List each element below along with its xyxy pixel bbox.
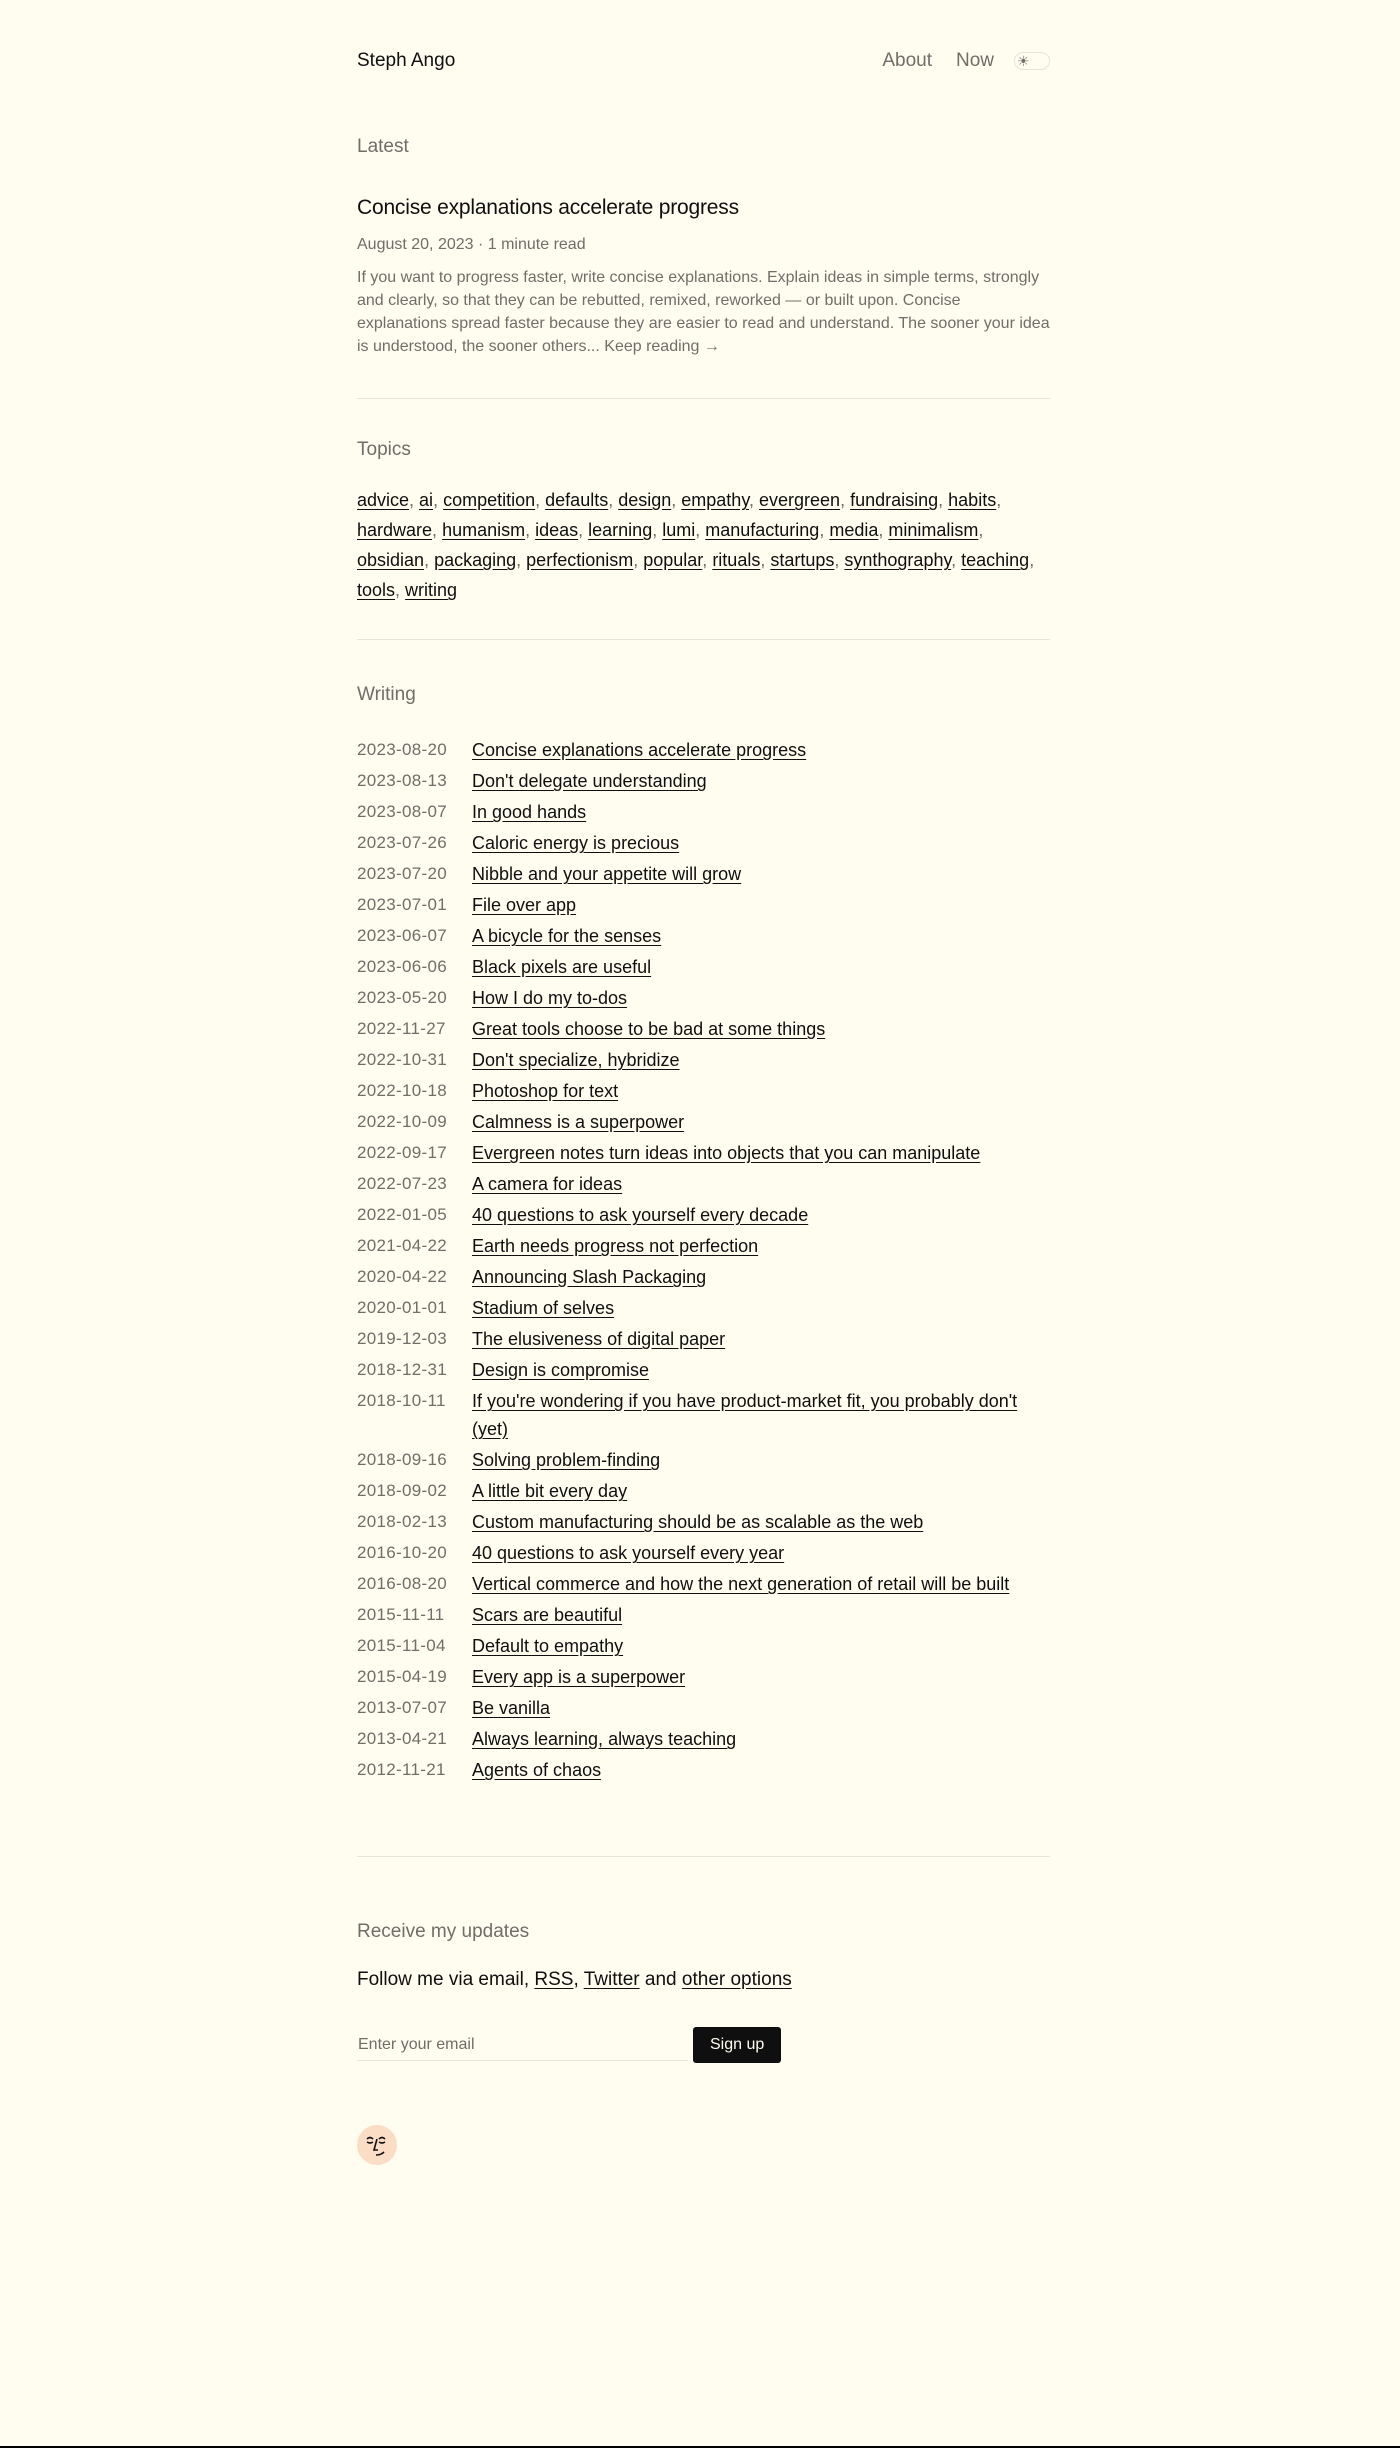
follow-and: and	[639, 1969, 682, 1990]
post-title-wrap	[472, 1387, 1050, 1443]
post-title-wrap	[472, 1694, 550, 1722]
post-date: 2019-12-03	[357, 1329, 447, 1348]
post-date: 2018-02-13	[357, 1512, 447, 1531]
topic-separator: ,	[652, 520, 663, 540]
page-container	[350, 0, 1050, 2165]
topic-link[interactable]: rituals	[712, 550, 761, 570]
list-item	[357, 767, 1050, 795]
post-link[interactable]: A camera for ideas	[472, 1174, 623, 1194]
topic-separator: ,	[671, 490, 682, 510]
post-date: 2023-06-06	[357, 957, 447, 976]
topic-link[interactable]: synthography	[844, 550, 952, 570]
latest-label: Latest	[357, 136, 409, 157]
post-link[interactable]: Nibble and your appetite will grow	[472, 864, 742, 884]
signup-button[interactable]: Sign up	[693, 2027, 781, 2063]
post-title-wrap	[472, 891, 576, 919]
list-item	[357, 1170, 1050, 1198]
list-item	[357, 1232, 1050, 1260]
post-link[interactable]: Great tools choose to be bad at some things	[472, 1019, 826, 1039]
post-title-wrap	[472, 798, 586, 826]
post-link[interactable]: Caloric energy is precious	[472, 833, 680, 853]
latest-post-title[interactable]: Concise explanations accelerate progress	[357, 196, 739, 219]
list-item	[357, 953, 1050, 981]
list-item	[357, 1508, 1050, 1536]
post-link[interactable]: Design is compromise	[472, 1360, 650, 1380]
post-date: 2023-05-20	[357, 988, 447, 1007]
topic-link[interactable]: humanism	[442, 520, 526, 540]
post-date: 2021-04-22	[357, 1236, 447, 1255]
email-input[interactable]	[357, 2030, 688, 2061]
nav-about-link[interactable]: About	[882, 50, 932, 71]
post-title-wrap	[472, 922, 661, 950]
post-date: 2022-09-17	[357, 1143, 447, 1162]
theme-toggle[interactable]	[1014, 52, 1050, 70]
list-item	[357, 1294, 1050, 1322]
list-item	[357, 1601, 1050, 1629]
post-title-wrap	[472, 1170, 622, 1198]
topic-link[interactable]: hardware	[357, 520, 433, 540]
topics-section	[357, 439, 1050, 605]
signup-form	[357, 2027, 1050, 2063]
topic-separator: ,	[760, 550, 771, 570]
topic-link[interactable]: perfectionism	[526, 550, 634, 570]
topic-link[interactable]: packaging	[434, 550, 517, 570]
post-date: 2023-06-07	[357, 926, 447, 945]
post-link[interactable]: 40 questions to ask yourself every decade	[472, 1205, 809, 1225]
topic-separator: ,	[834, 550, 845, 570]
post-link[interactable]: In good hands	[472, 802, 587, 822]
post-title-wrap	[472, 953, 651, 981]
topic-separator: ,	[1029, 550, 1035, 570]
list-item	[357, 1663, 1050, 1691]
post-link[interactable]: Earth needs progress not perfection	[472, 1236, 759, 1256]
post-date: 2023-08-07	[357, 802, 447, 821]
post-title-wrap	[472, 1446, 660, 1474]
post-title-wrap	[472, 1632, 623, 1660]
list-item	[357, 1570, 1050, 1598]
post-title-wrap	[472, 1508, 923, 1536]
list-item	[357, 1356, 1050, 1384]
topics-list	[357, 485, 1050, 605]
topic-separator: ,	[433, 490, 444, 510]
post-date: 2022-10-18	[357, 1081, 447, 1100]
topic-link[interactable]: lumi	[662, 520, 696, 540]
avatar[interactable]	[357, 2125, 397, 2165]
topic-link[interactable]: ideas	[535, 520, 579, 540]
post-date: 2020-04-22	[357, 1267, 447, 1286]
list-item	[357, 922, 1050, 950]
post-title-wrap	[472, 767, 707, 795]
writing-section	[357, 684, 1050, 1784]
post-link[interactable]: Announcing Slash Packaging	[472, 1267, 707, 1287]
topic-separator: ,	[578, 520, 589, 540]
post-title-wrap	[472, 1725, 736, 1753]
divider	[357, 398, 1050, 399]
list-item	[357, 1108, 1050, 1136]
list-item	[357, 1387, 1050, 1443]
twitter-link[interactable]: Twitter	[583, 1969, 640, 1990]
post-title-wrap	[472, 1756, 601, 1784]
post-link[interactable]: Scars are beautiful	[472, 1605, 623, 1625]
list-item	[357, 1046, 1050, 1074]
updates-label: Receive my updates	[357, 1921, 530, 1942]
list-item	[357, 984, 1050, 1012]
topic-separator: ,	[996, 490, 1002, 510]
list-item	[357, 1725, 1050, 1753]
post-title-wrap	[472, 1139, 980, 1167]
post-link[interactable]: Every app is a superpower	[472, 1667, 686, 1687]
list-item	[357, 1015, 1050, 1043]
post-date: 2018-09-02	[357, 1481, 447, 1500]
list-item	[357, 1756, 1050, 1784]
topic-link[interactable]: fundraising	[850, 490, 939, 510]
list-item	[357, 1446, 1050, 1474]
post-link[interactable]: Photoshop for text	[472, 1081, 619, 1101]
follow-text	[357, 1969, 1050, 1991]
sun-icon: ☀	[1017, 53, 1030, 69]
list-item	[357, 1077, 1050, 1105]
topics-label: Topics	[357, 439, 411, 460]
list-item	[357, 1477, 1050, 1505]
post-link[interactable]: 40 questions to ask yourself every year	[472, 1543, 785, 1563]
topic-link[interactable]: writing	[405, 580, 458, 600]
writing-list	[357, 736, 1050, 1784]
post-date: 2023-07-26	[357, 833, 447, 852]
post-link[interactable]: Be vanilla	[472, 1698, 551, 1718]
post-title-wrap	[472, 829, 679, 857]
post-date: 2020-01-01	[357, 1298, 447, 1317]
list-item	[357, 1539, 1050, 1567]
post-title-wrap	[472, 860, 741, 888]
topic-link[interactable]: minimalism	[888, 520, 979, 540]
topic-separator: ,	[395, 580, 406, 600]
post-link[interactable]: Stadium of selves	[472, 1298, 615, 1318]
post-date: 2022-07-23	[357, 1174, 447, 1193]
latest-post-excerpt	[357, 266, 1050, 358]
topic-separator: ,	[695, 520, 706, 540]
post-date: 2012-11-21	[357, 1760, 446, 1779]
post-date: 2015-04-19	[357, 1667, 447, 1686]
site-header	[357, 0, 1050, 124]
topic-separator: ,	[516, 550, 527, 570]
post-link[interactable]: Default to empathy	[472, 1636, 624, 1656]
divider	[357, 1856, 1050, 1857]
topic-separator: ,	[840, 490, 851, 510]
topic-link[interactable]: competition	[443, 490, 536, 510]
list-item	[357, 1263, 1050, 1291]
post-title-wrap	[472, 1325, 725, 1353]
topic-link[interactable]: defaults	[545, 490, 609, 510]
post-date: 2022-10-09	[357, 1112, 447, 1131]
post-title-wrap	[472, 984, 627, 1012]
post-title-wrap	[472, 1539, 784, 1567]
topic-separator: ,	[535, 490, 546, 510]
topic-link[interactable]: learning	[588, 520, 653, 540]
post-date: 2018-10-11	[357, 1391, 446, 1410]
topic-separator: ,	[819, 520, 830, 540]
post-date: 2022-10-31	[357, 1050, 447, 1069]
post-date: 2023-07-01	[357, 895, 447, 914]
updates-section	[357, 1921, 1050, 2063]
list-item	[357, 1325, 1050, 1353]
list-item	[357, 1139, 1050, 1167]
topic-link[interactable]: evergreen	[759, 490, 841, 510]
other-options-link[interactable]: other options	[681, 1969, 792, 1990]
post-date: 2015-11-11	[357, 1605, 445, 1624]
topic-separator: ,	[702, 550, 713, 570]
topic-link[interactable]: ai	[419, 490, 434, 510]
post-link[interactable]: Don't delegate understanding	[472, 771, 707, 791]
divider	[357, 639, 1050, 640]
topic-link[interactable]: media	[829, 520, 879, 540]
list-item	[357, 1201, 1050, 1229]
post-link[interactable]: If you're wondering if you have product-market fit, you probably don't (yet)	[472, 1391, 1018, 1439]
post-title-wrap	[472, 1294, 614, 1322]
post-date: 2013-04-21	[357, 1729, 447, 1748]
post-link[interactable]: Vertical commerce and how the next generation of retail will be built	[472, 1574, 1010, 1594]
post-date: 2023-07-20	[357, 864, 447, 883]
latest-section	[357, 136, 1050, 358]
post-link[interactable]: Custom manufacturing should be as scalable as the web	[472, 1512, 924, 1532]
post-title-wrap	[472, 1570, 1009, 1598]
post-date: 2016-10-20	[357, 1543, 447, 1562]
topic-separator: ,	[748, 490, 759, 510]
post-date: 2013-07-07	[357, 1698, 447, 1717]
main-nav	[858, 50, 1050, 72]
post-date: 2018-12-31	[357, 1360, 447, 1379]
topic-link[interactable]: startups	[770, 550, 835, 570]
post-link[interactable]: Black pixels are useful	[472, 957, 652, 977]
site-title-link[interactable]: Steph Ango	[357, 50, 456, 71]
post-date: 2022-01-05	[357, 1205, 447, 1224]
topic-link[interactable]: advice	[357, 490, 410, 510]
topic-link[interactable]: popular	[643, 550, 703, 570]
follow-prefix: Follow me via email,	[357, 1969, 535, 1990]
keep-reading-link[interactable]: Keep reading →	[604, 338, 720, 355]
topic-link[interactable]: empathy	[681, 490, 749, 510]
rss-link[interactable]: RSS	[534, 1969, 574, 1990]
topic-link[interactable]: obsidian	[357, 550, 425, 570]
post-title-wrap	[472, 736, 806, 764]
post-date: 2015-11-04	[357, 1636, 446, 1655]
list-item	[357, 736, 1050, 764]
topic-separator: ,	[938, 490, 949, 510]
latest-post-meta: August 20, 2023 · 1 minute read	[357, 236, 586, 253]
post-link[interactable]: Evergreen notes turn ideas into objects that you can manipulate	[472, 1143, 981, 1163]
face-avatar-icon	[357, 2125, 397, 2165]
post-date: 2016-08-20	[357, 1574, 447, 1593]
topic-separator: ,	[633, 550, 644, 570]
post-title-wrap	[472, 1046, 680, 1074]
topic-separator: ,	[951, 550, 962, 570]
topic-link[interactable]: habits	[948, 490, 997, 510]
list-item	[357, 891, 1050, 919]
topic-link[interactable]: design	[618, 490, 672, 510]
post-link[interactable]: How I do my to-dos	[472, 988, 628, 1008]
post-title-wrap	[472, 1077, 618, 1105]
post-title-wrap	[472, 1263, 706, 1291]
topic-separator: ,	[409, 490, 420, 510]
post-link[interactable]: A little bit every day	[472, 1481, 628, 1501]
list-item	[357, 1694, 1050, 1722]
topic-separator: ,	[432, 520, 443, 540]
follow-comma: ,	[573, 1969, 584, 1990]
topic-separator: ,	[978, 520, 984, 540]
post-title-wrap	[472, 1232, 758, 1260]
topic-separator: ,	[878, 520, 889, 540]
topic-link[interactable]: tools	[357, 580, 396, 600]
nav-now-link[interactable]: Now	[955, 50, 994, 71]
excerpt-text: If you want to progress faster, write concise explanations. Explain ideas in simple terms, strongly and clearly, so that they can be rebutted, remixed, reworked — or built upon. Concise explanations spread faster because they are easier to read and understand. The sooner your idea is understood, the sooner others...	[357, 269, 1050, 355]
list-item	[357, 798, 1050, 826]
post-link[interactable]: Solving problem-finding	[472, 1450, 661, 1470]
post-link[interactable]: Always learning, always teaching	[472, 1729, 737, 1749]
post-title-wrap	[472, 1601, 622, 1629]
list-item	[357, 860, 1050, 888]
post-date: 2023-08-13	[357, 771, 447, 790]
post-link[interactable]: File over app	[472, 895, 577, 915]
post-link[interactable]: Calmness is a superpower	[472, 1112, 685, 1132]
post-date: 2022-11-27	[357, 1019, 446, 1038]
writing-label: Writing	[357, 684, 416, 705]
post-title-wrap	[472, 1663, 685, 1691]
post-link[interactable]: Agents of chaos	[472, 1760, 602, 1780]
topic-separator: ,	[608, 490, 619, 510]
post-link[interactable]: A bicycle for the senses	[472, 926, 662, 946]
topic-link[interactable]: manufacturing	[705, 520, 820, 540]
post-title-wrap	[472, 1015, 825, 1043]
list-item	[357, 829, 1050, 857]
post-date: 2018-09-16	[357, 1450, 447, 1469]
post-title-wrap	[472, 1108, 684, 1136]
post-title-wrap	[472, 1356, 649, 1384]
topic-separator: ,	[424, 550, 435, 570]
post-link[interactable]: Concise explanations accelerate progress	[472, 740, 807, 760]
post-date: 2023-08-20	[357, 740, 447, 759]
post-link[interactable]: The elusiveness of digital paper	[472, 1329, 726, 1349]
post-title-wrap	[472, 1201, 808, 1229]
post-title-wrap	[472, 1477, 627, 1505]
topic-separator: ,	[525, 520, 536, 540]
list-item	[357, 1632, 1050, 1660]
topic-link[interactable]: teaching	[961, 550, 1030, 570]
post-link[interactable]: Don't specialize, hybridize	[472, 1050, 680, 1070]
